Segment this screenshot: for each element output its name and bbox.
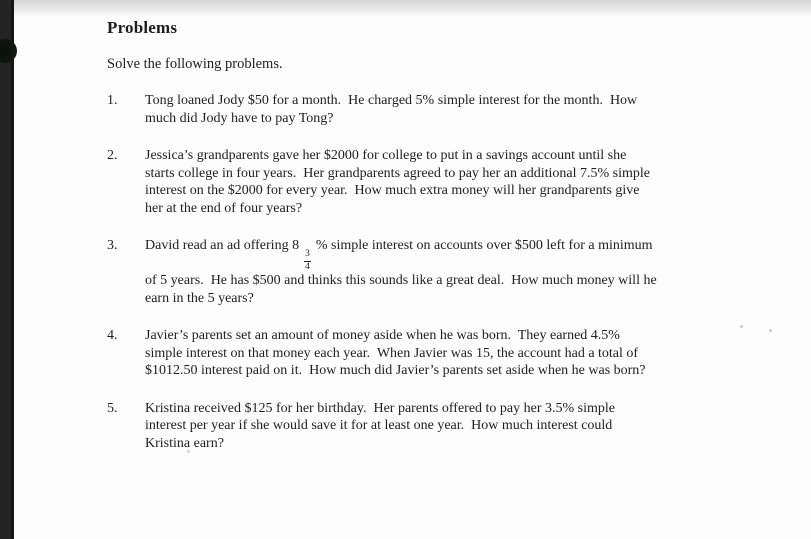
problem-text — [145, 400, 811, 453]
document-page — [14, 0, 811, 539]
problem-number: 2. — [107, 148, 118, 163]
text-line: Jessica’s grandparents gave her $2000 for college to put in a savings account until she — [145, 148, 627, 163]
text-line: much did Jody have to pay Tong? — [145, 110, 334, 126]
page-title: Problems — [107, 18, 178, 37]
intro-text: Solve the following problems. — [107, 56, 283, 72]
problem-list — [107, 92, 811, 452]
problem-number: 4. — [107, 328, 118, 343]
problem-item — [107, 147, 811, 217]
problem-text — [145, 147, 811, 217]
text-line: earn in the 5 years? — [145, 290, 254, 306]
text-line: Kristina received $125 for her birthday. Her parents offered to pay her 3.5% simple — [145, 400, 616, 416]
text-line: David read an ad offering 8 $\frac{3}{4}$ % simple interest on accounts over $500 left for a minimum — [145, 238, 653, 272]
text-line: simple interest on that money each year. When Javier was 15, the account had a total of — [145, 345, 639, 361]
text-line: Tong loaned Jody $50 for a month. He charged 5% simple interest for the month. How — [145, 93, 638, 108]
text-line: of 5 years. He has $500 and thinks this sounds like a great deal. How much money will he — [145, 273, 657, 288]
left-dark-edge — [0, 0, 14, 539]
scan-shadow-top — [14, 0, 811, 17]
problem-item — [107, 92, 811, 127]
problem-number: 1. — [107, 93, 118, 108]
problem-item — [107, 237, 811, 307]
problem-item — [107, 327, 811, 380]
text-line: Kristina earn? — [145, 435, 224, 451]
problem-item — [107, 400, 811, 453]
text-line: starts college in four years. Her grandparents agreed to pay her an additional 7.5% simple — [145, 165, 650, 181]
problem-text — [145, 92, 811, 127]
text-line: her at the end of four years? — [145, 200, 303, 216]
text-line: Javier’s parents set an amount of money aside when he was born. They earned 4.5% — [145, 328, 620, 343]
text-line: $1012.50 interest paid on it. How much did Javier’s parents set aside when he was born? — [145, 363, 646, 378]
scan-artifact — [187, 450, 190, 453]
problem-number: 3. — [107, 238, 118, 253]
stacked-fraction: $\frac{3}{4}$ — [305, 249, 310, 272]
problem-text — [145, 327, 811, 380]
text-line: interest per year if she would save it for at least one year. How much interest could — [145, 418, 613, 433]
scan-artifact — [740, 325, 743, 328]
problem-number: 5. — [107, 400, 118, 416]
problem-text — [145, 237, 811, 307]
scan-artifact — [769, 329, 772, 332]
text-line: interest on the $2000 for every year. How much extra money will her grandparents give — [145, 183, 640, 198]
